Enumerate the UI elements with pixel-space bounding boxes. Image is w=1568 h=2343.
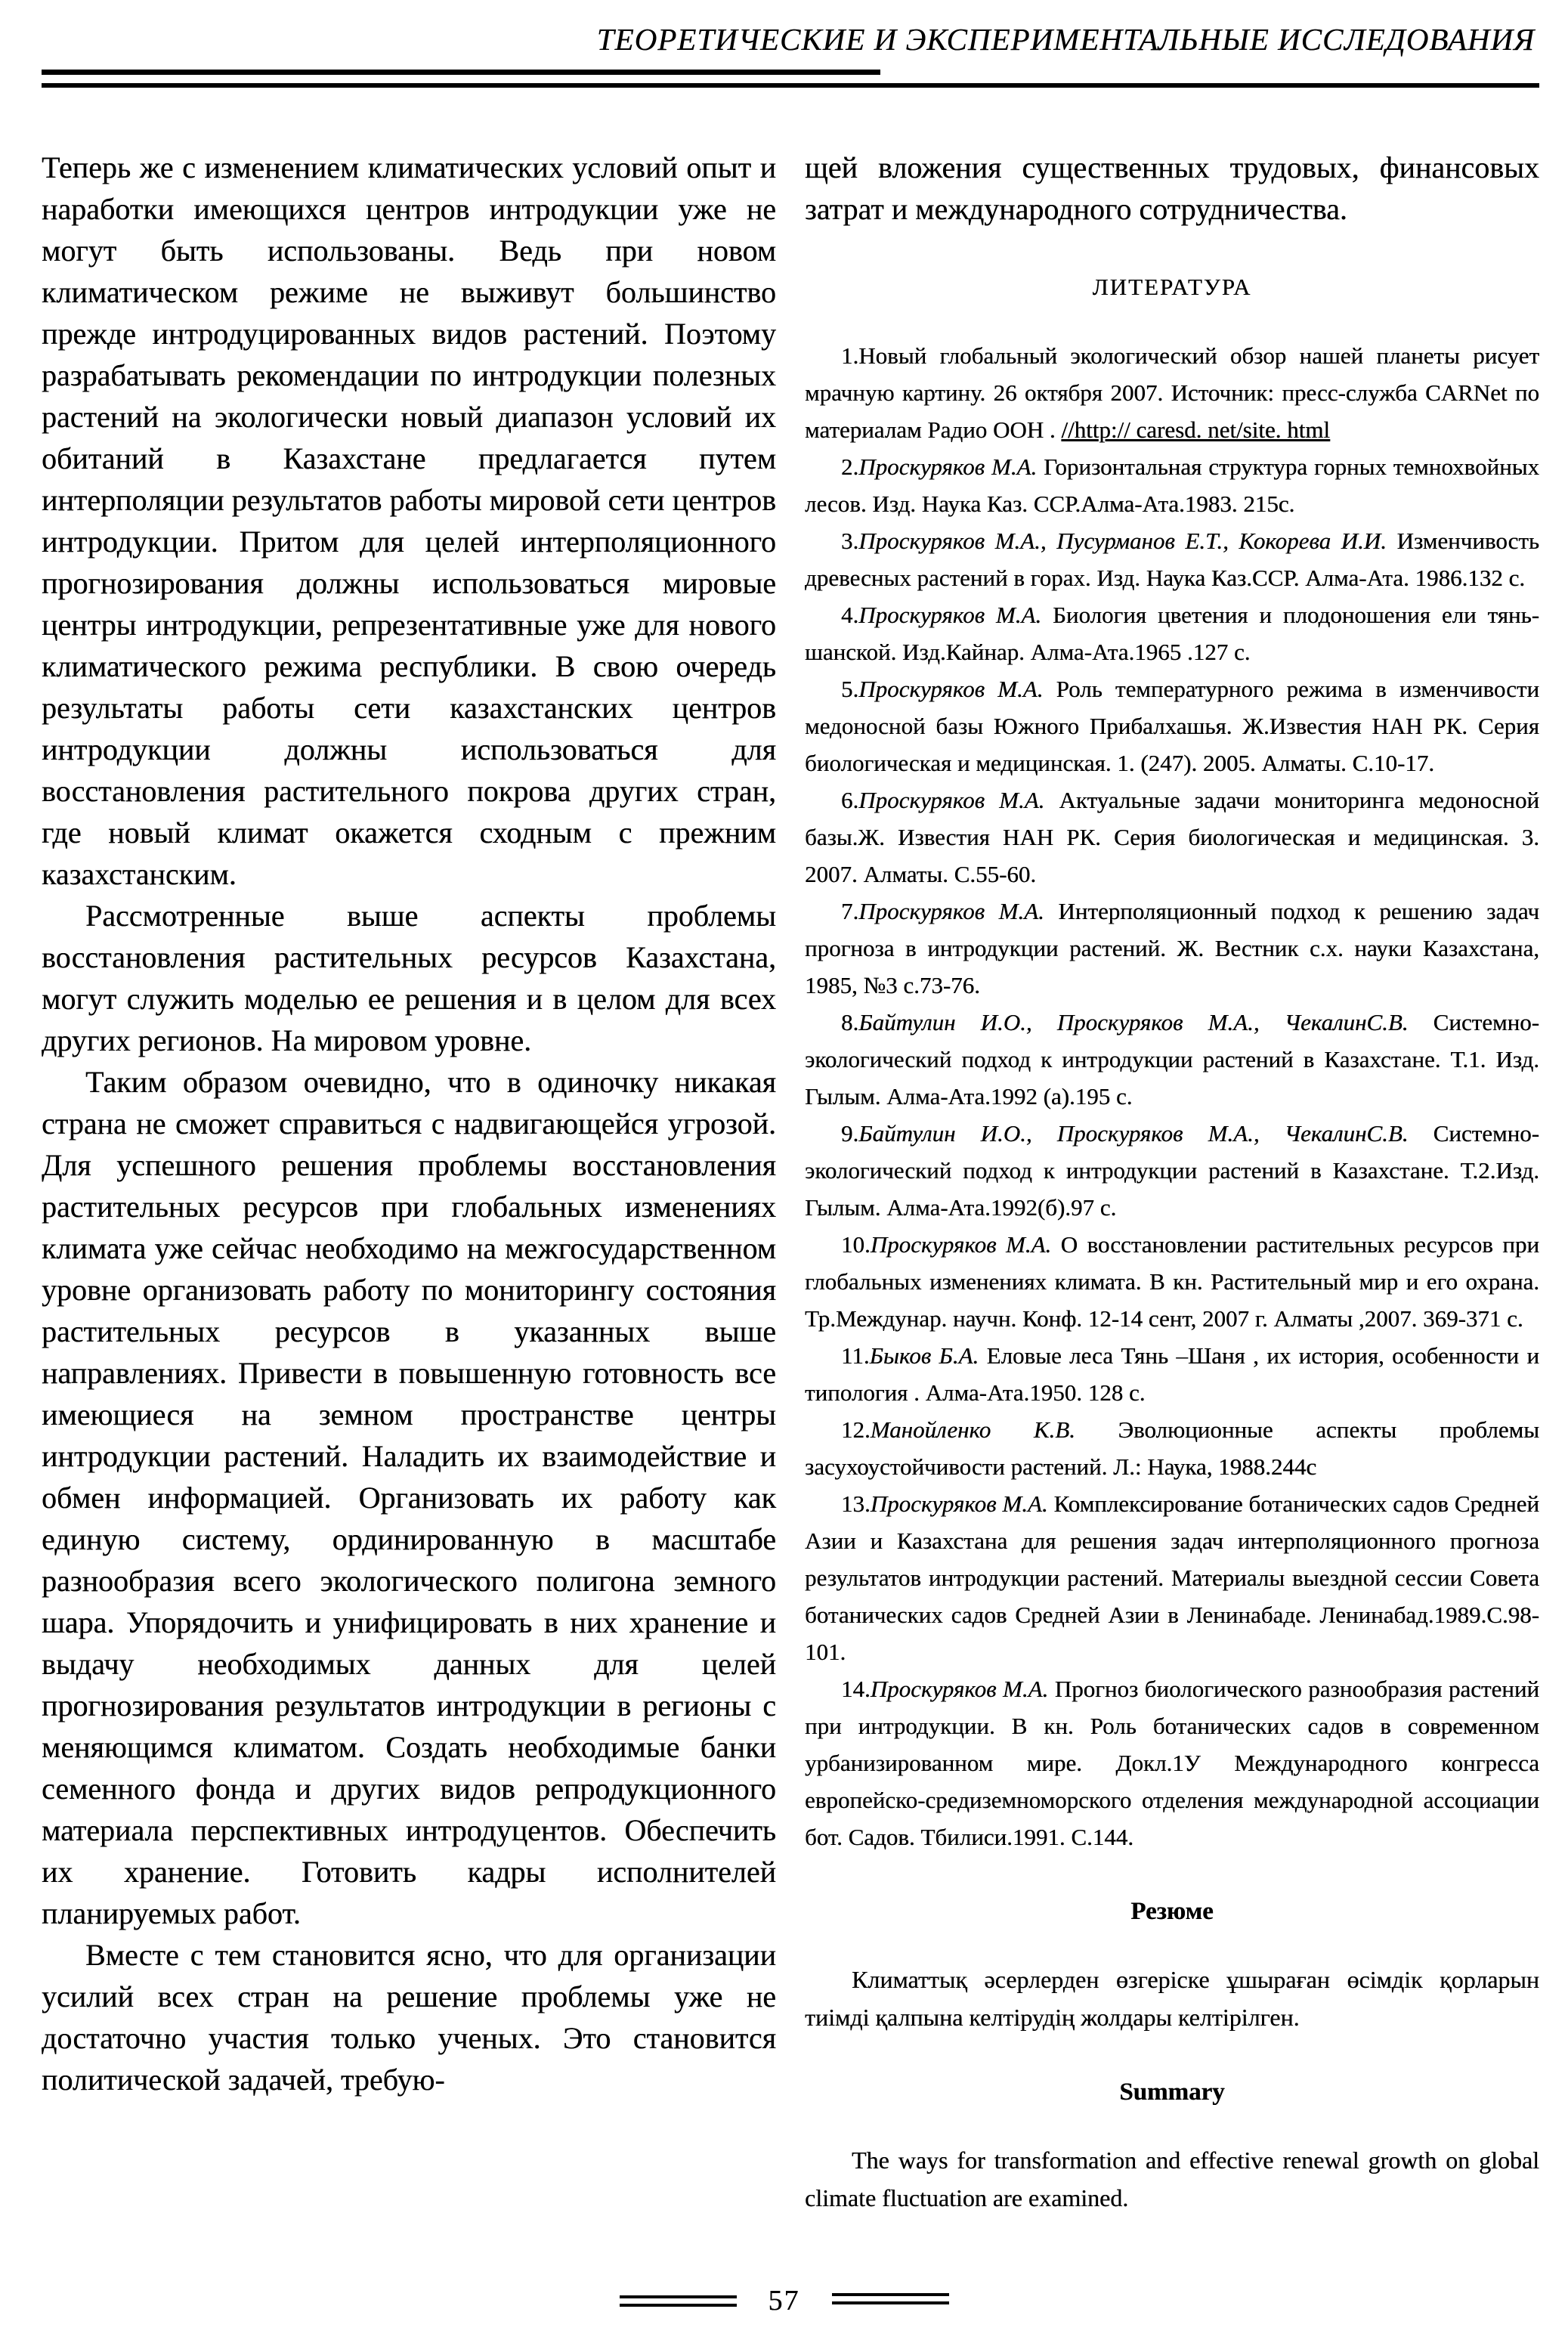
reference-text: Комплексирование ботанических садов Средней Азии и Казахстана для решения задач интерполяционного прогноза результатов интродукции растений. Материалы выездной сессии Совета ботанических садов Средней Азии в Ленинабаде. Ленинабад.1989.С.98-101. xyxy=(805,1490,1539,1665)
continuation-paragraph: щей вложения существенных трудовых, финансовых затрат и международного сотрудничества. xyxy=(805,150,1539,226)
reference-item xyxy=(805,1337,1539,1411)
reference-authors: Проскуряков М.А. xyxy=(870,1231,1052,1258)
reference-item xyxy=(805,1226,1539,1337)
reference-authors: Проскуряков М.А., Пусурманов Е.Т., Кокорева И.И. xyxy=(858,528,1387,554)
two-column-layout xyxy=(42,147,1539,2217)
reference-number: 4. xyxy=(841,602,859,628)
footer-rule-left xyxy=(620,2295,737,2307)
reference-authors: Проскуряков М.А. xyxy=(858,787,1045,813)
summary-heading: Summary xyxy=(1119,2078,1225,2106)
reference-number: 5. xyxy=(841,676,859,702)
reference-authors: Проскуряков М.А. xyxy=(870,1676,1049,1702)
resume-paragraph: Климаттық әсерлерден өзгеріске ұшыраған өсімдік қорларын тиімді қалпына келтірудің жолдары келтірілген. xyxy=(805,1966,1539,2031)
reference-item xyxy=(805,522,1539,596)
literature-heading: ЛИТЕРАТУРА xyxy=(1092,274,1252,300)
reference-number: 12. xyxy=(841,1416,871,1443)
reference-item xyxy=(805,893,1539,1004)
reference-number: 13. xyxy=(841,1490,871,1517)
reference-text: Интерполяционный подход к решению задач прогноза в интродукции растений. Ж. Вестник с.х. науки Казахстана, 1985, №3 с.73-76. xyxy=(805,898,1539,998)
reference-item xyxy=(805,782,1539,893)
reference-text: Еловые леса Тянь –Шаня , их история, особенности и типология . Алма-Ата.1950. 128 с. xyxy=(805,1342,1539,1406)
summary-paragraph: The ways for transformation and effective renewal growth on global climate fluctuation are examined. xyxy=(805,2146,1539,2211)
left-column xyxy=(42,147,776,2217)
reference-authors: Проскуряков М.А. xyxy=(858,602,1042,628)
reference-number: 10. xyxy=(841,1231,871,1258)
body-paragraph: Рассмотренные выше аспекты проблемы восстановления растительных ресурсов Казахстана, могут служить моделью ее решения и в целом для всех других регионов. На мировом уровне. xyxy=(42,899,776,1057)
reference-number: 6. xyxy=(841,787,859,813)
reference-authors: Байтулин И.О., Проскуряков М.А., ЧекалинС.В. xyxy=(858,1009,1409,1035)
reference-authors: Проскуряков М.А. xyxy=(858,676,1044,702)
reference-number: 2. xyxy=(841,453,859,480)
body-paragraph: Теперь же с изменением климатических условий опыт и наработки имеющихся центров интродукции уже не могут быть использованы. Ведь при новом климатическом режиме не выживут большинство прежде интродуцированных видов растений. Поэтому разрабатывать рекомендации по интродукции полезных растений на экологически новый диапазон условий их обитаний в Казахстане предлагается путем интерполяции результатов работы мировой сети центров интродукции. Притом для целей интерполяционного прогнозирования должны использоваться мировые центры интродукции, репрезентативные уже для нового климатического режима республики. В свою очередь результаты работы сети казахстанских центров интродукции должны использоваться для восстановления растительного покрова других стран, где новый климат окажется сходным с прежним казахстанским. xyxy=(42,150,776,891)
reference-text: Эволюционные аспекты проблемы засухоустойчивости растений. Л.: Наука, 1988.244с xyxy=(805,1416,1539,1480)
reference-url: //http:// caresd. net/site. html xyxy=(1061,416,1330,443)
reference-item xyxy=(805,1411,1539,1485)
reference-authors: Проскуряков М.А. xyxy=(870,1490,1048,1517)
right-column xyxy=(805,147,1539,2217)
reference-text: Прогноз биологического разнообразия растений при интродукции. В кн. Роль ботанических садов в современном урбанизированном мире. Докл.1У Международного конгресса европейско-средиземноморского отделения международной ассоциации бот. Садов. Тбилиси.1991. С.144. xyxy=(805,1676,1539,1850)
reference-text: О восстановлении растительных ресурсов при глобальных изменениях климата. В кн. Растительный мир и его охрана. Тр.Междунар. научн. Конф. 12-14 сент, 2007 г. Алматы ,2007. 369-371 с. xyxy=(805,1231,1539,1332)
reference-number: 3. xyxy=(841,528,859,554)
reference-text: Актуальные задачи мониторинга медоносной базы.Ж. Известия НАН РК. Серия биологическая и медицинская. 3. 2007. Алматы. С.55-60. xyxy=(805,787,1539,887)
reference-item xyxy=(805,1115,1539,1226)
body-paragraph: Таким образом очевидно, что в одиночку никакая страна не сможет справиться с надвигающейся угрозой. Для успешного решения проблемы восстановления растительных ресурсов при глобальных изменениях климата уже сейчас необходимо на межгосударственном уровне организовать работу по мониторингу состояния растительных ресурсов в указанных выше направлениях. Привести в повышенную готовность все имеющиеся на земном пространстве центры интродукции растений. Наладить их взаимодействие и обмен информацией. Организовать их работу как единую систему, ординированную в масштабе разнообразия всего экологического полигона земного шара. Упорядочить и унифицировать в них хранение и выдачу необходимых данных для целей прогнозирования результатов интродукции в регионы с меняющимся климатом. Создать необходимые банки семенного фонда и других видов репродукционного материала перспективных интродуцентов. Обеспечить их хранение. Готовить кадры исполнителей планируемых работ. xyxy=(42,1065,776,1930)
header-rule-full xyxy=(42,83,1539,88)
reference-authors: Байтулин И.О., Проскуряков М.А., ЧекалинС.В. xyxy=(858,1120,1409,1147)
body-paragraph: Вместе с тем становится ясно, что для организации усилий всех стран на решение проблемы уже не достаточно участия только ученых. Это становится политической задачей, требую- xyxy=(42,1938,776,2097)
footer-rule-right xyxy=(832,2293,949,2304)
reference-item xyxy=(805,596,1539,670)
reference-authors: Манойленко К.В. xyxy=(870,1416,1075,1443)
reference-authors: Быков Б.А. xyxy=(869,1342,979,1369)
reference-item xyxy=(805,670,1539,782)
page-footer xyxy=(0,2284,1568,2317)
reference-item xyxy=(805,337,1539,448)
reference-text: Системно-экологический подход к интродукции растений в Казахстане. Т.2.Изд. Гылым. Алма-Ата.1992(б).97 с. xyxy=(805,1120,1539,1221)
reference-text: Горизонтальная структура горных темнохвойных лесов. Изд. Наука Каз. ССР.Алма-Ата.1983. 215с. xyxy=(805,453,1539,517)
reference-item xyxy=(805,448,1539,522)
reference-text: Биология цветения и плодоношения ели тянь-шанской. Изд.Кайнар. Алма-Ата.1965 .127 с. xyxy=(805,602,1539,665)
reference-item xyxy=(805,1670,1539,1856)
reference-number: 8. xyxy=(841,1009,859,1035)
reference-text: Роль температурного режима в изменчивости медоносной базы Южного Прибалхашья. Ж.Известия НАН РК. Серия биологическая и медицинская. 1. (247). 2005. Алматы. С.10-17. xyxy=(805,676,1539,776)
running-head-title: ТЕОРЕТИЧЕСКИЕ И ЭКСПЕРИМЕНТАЛЬНЫЕ ИССЛЕДОВАНИЯ xyxy=(596,22,1535,57)
reference-number: 7. xyxy=(841,898,859,924)
reference-item xyxy=(805,1004,1539,1115)
reference-authors: Проскуряков М.А. xyxy=(858,453,1038,480)
reference-text: 1.Новый глобальный экологический обзор нашей планеты рисует мрачную картину. 26 октября 2007. Источник: пресс-служба CARNet по материалам Радио ООН . xyxy=(805,342,1539,443)
reference-number: 9. xyxy=(841,1120,859,1147)
reference-text: Системно-экологический подход к интродукции растений в Казахстане. Т.1. Изд. Гылым. Алма-Ата.1992 (а).195 с. xyxy=(805,1009,1539,1110)
reference-number: 14. xyxy=(841,1676,871,1702)
resume-heading: Резюме xyxy=(1130,1898,1214,1925)
header-rule-short xyxy=(42,70,880,75)
reference-authors: Проскуряков М.А. xyxy=(858,898,1044,924)
reference-item xyxy=(805,1485,1539,1670)
reference-text: Изменчивость древесных растений в горах. Изд. Наука Каз.ССР. Алма-Ата. 1986.132 с. xyxy=(805,528,1539,591)
reference-number: 11. xyxy=(841,1342,870,1369)
page-number: 57 xyxy=(768,2285,800,2317)
